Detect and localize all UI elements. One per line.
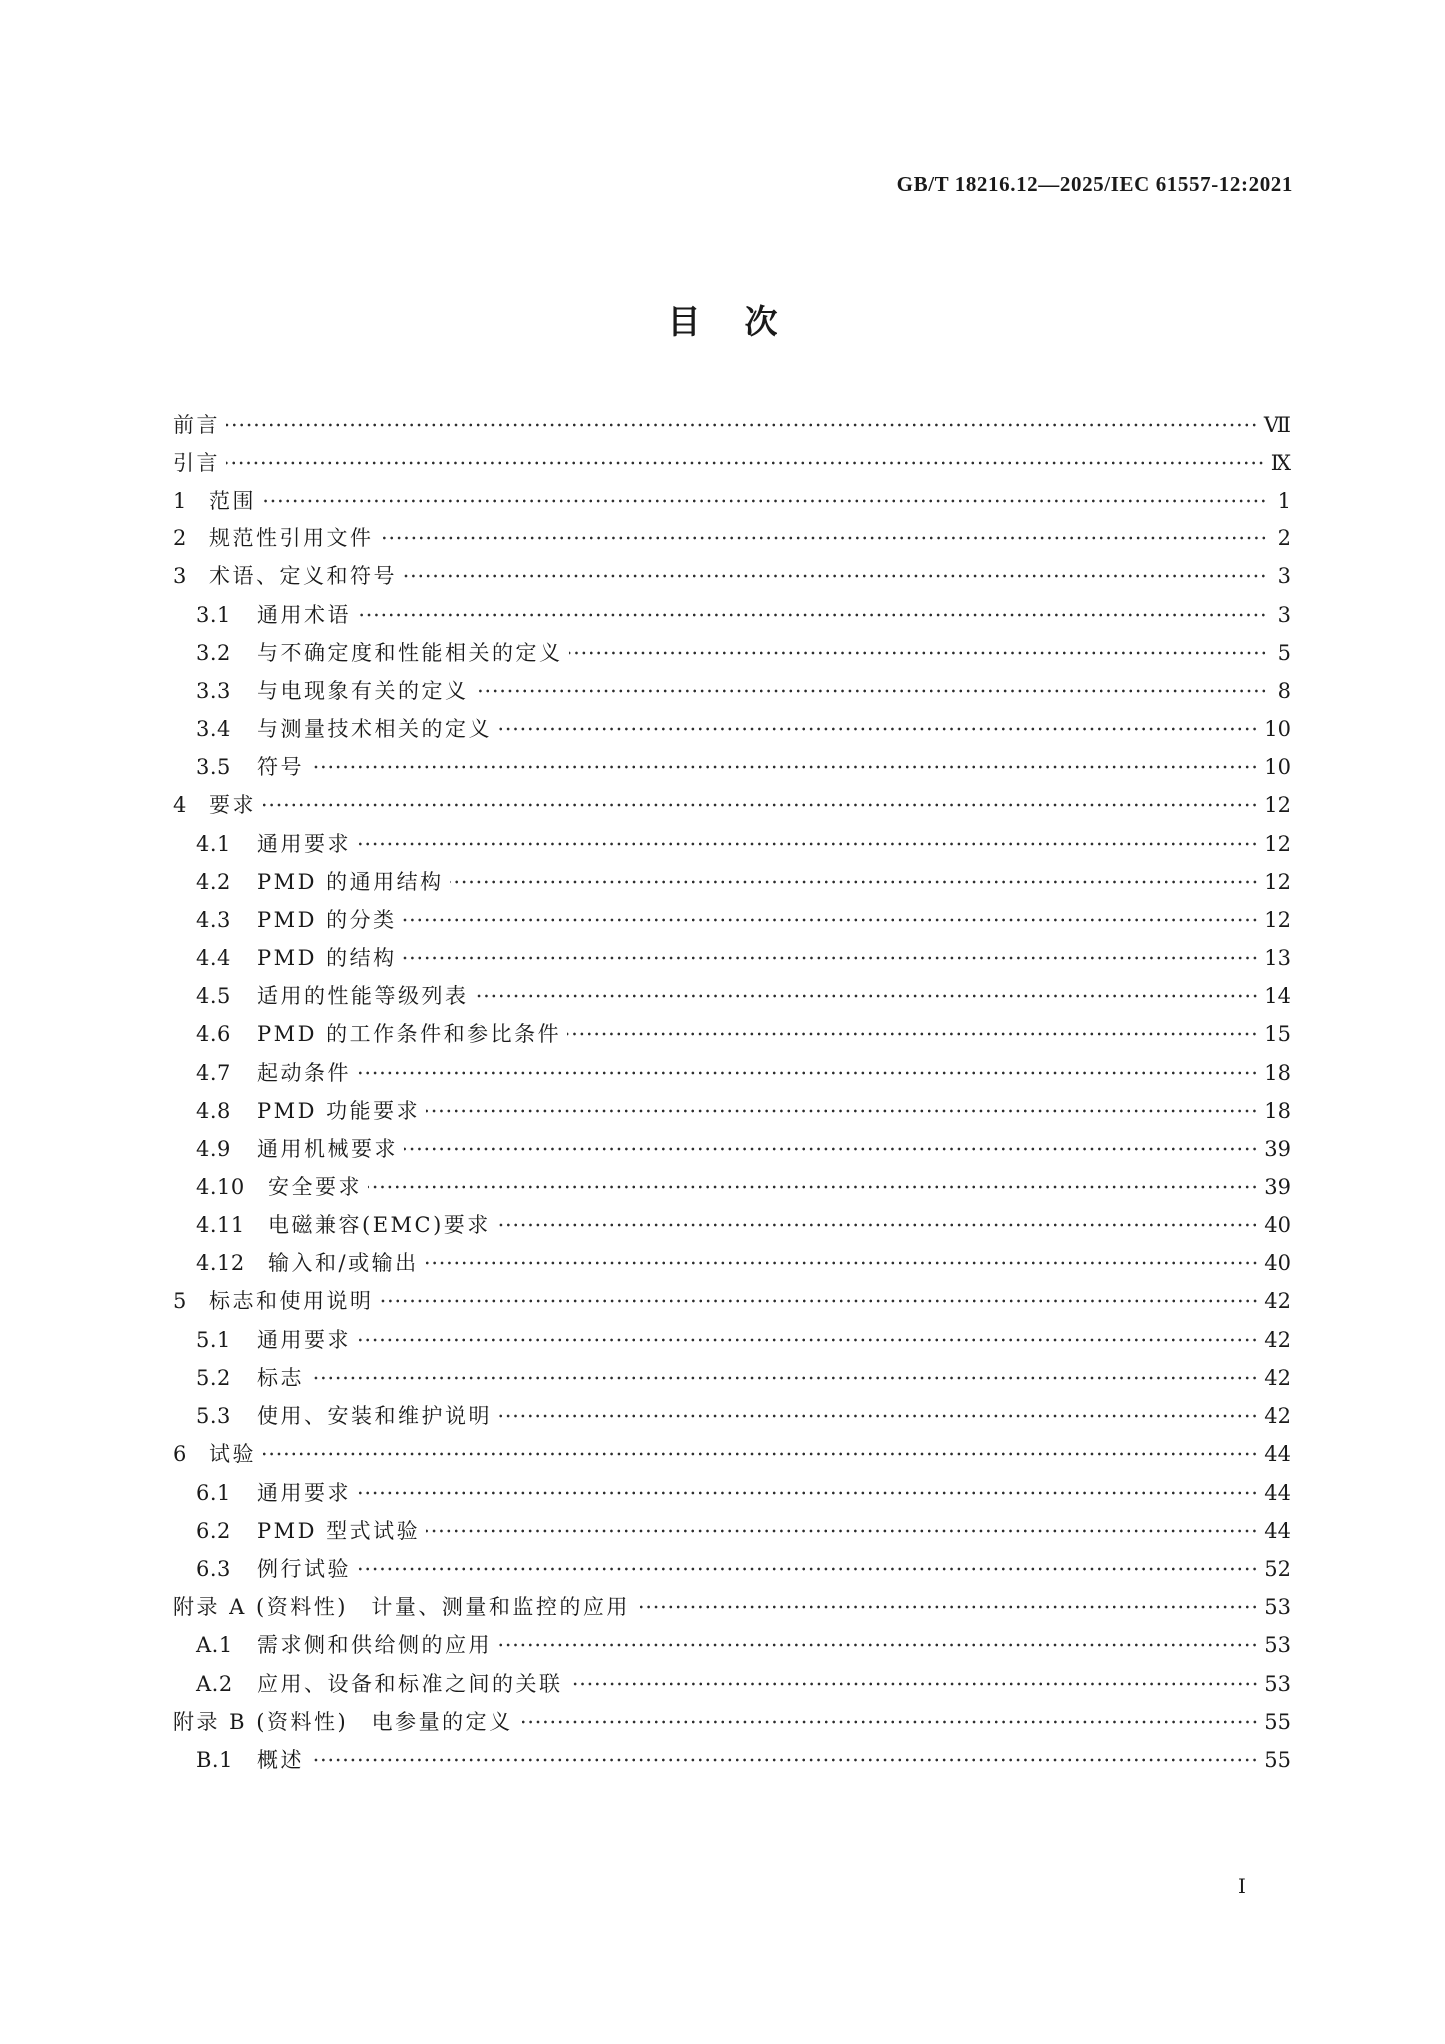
dot-leader bbox=[404, 1147, 1258, 1151]
toc-entry-page: Ⅸ bbox=[1270, 451, 1291, 475]
toc-entry-page: 39 bbox=[1264, 1137, 1291, 1161]
toc-entry-number: A.1 bbox=[196, 1633, 233, 1657]
toc-entry-label: 要求 bbox=[209, 793, 256, 817]
dot-leader bbox=[357, 1567, 1258, 1571]
toc-entry bbox=[173, 714, 1291, 744]
toc-entry-number: 4.11 bbox=[196, 1213, 245, 1237]
toc-entry-label: 安全要求 bbox=[268, 1175, 362, 1199]
toc-entry-page: 2 bbox=[1277, 526, 1291, 550]
toc-entry bbox=[173, 1134, 1291, 1164]
toc-entry bbox=[173, 1248, 1291, 1278]
toc-entry-number: 4 bbox=[173, 793, 187, 817]
toc-entry bbox=[173, 523, 1291, 553]
toc-entry-label: PMD 的通用结构 bbox=[257, 870, 444, 894]
toc-entry-page: 53 bbox=[1264, 1672, 1291, 1696]
toc-entry-page: 39 bbox=[1264, 1175, 1291, 1199]
dot-leader bbox=[475, 689, 1268, 693]
dot-leader bbox=[310, 765, 1258, 769]
toc-entry-label: 使用、安装和维护说明 bbox=[257, 1404, 492, 1428]
toc-entry-label: 通用要求 bbox=[257, 1328, 351, 1352]
toc-entry bbox=[173, 1439, 1291, 1469]
toc-entry-label: 符号 bbox=[257, 755, 304, 779]
toc-entry-label: 电磁兼容(EMC)要求 bbox=[268, 1213, 491, 1237]
toc-entry-label: 范围 bbox=[209, 489, 256, 513]
toc-entry-label: 引言 bbox=[173, 451, 220, 475]
toc-entry bbox=[173, 1096, 1291, 1126]
toc-entry-page: 53 bbox=[1264, 1595, 1291, 1619]
toc-entry-page: 13 bbox=[1264, 946, 1291, 970]
toc-entry bbox=[173, 752, 1291, 782]
toc-entry bbox=[173, 1210, 1291, 1240]
toc-entry-page: 3 bbox=[1277, 564, 1291, 588]
toc-entry bbox=[173, 1286, 1291, 1316]
toc-entry-label: 输入和/或输出 bbox=[268, 1251, 419, 1275]
dot-leader bbox=[567, 1032, 1258, 1036]
toc-entry-page: 42 bbox=[1264, 1289, 1291, 1313]
toc-entry-number: 3.2 bbox=[196, 641, 231, 665]
toc-entry-label: 与不确定度和性能相关的定义 bbox=[257, 641, 563, 665]
dot-leader bbox=[475, 994, 1259, 998]
toc-entry-page: 40 bbox=[1264, 1251, 1291, 1275]
toc-entry-label: 前言 bbox=[173, 413, 220, 437]
toc-entry-page: 3 bbox=[1277, 603, 1291, 627]
toc-entry-number: 6.1 bbox=[196, 1481, 231, 1505]
toc-entry-label: 通用要求 bbox=[257, 1481, 351, 1505]
toc-entry-number: 3.1 bbox=[196, 603, 231, 627]
toc-entry bbox=[173, 486, 1291, 516]
toc-entry-number: 4.8 bbox=[196, 1099, 231, 1123]
toc-entry-number: 4.1 bbox=[196, 832, 231, 856]
toc-entry-number: 4.9 bbox=[196, 1137, 231, 1161]
toc-entry-page: 12 bbox=[1264, 793, 1291, 817]
dot-leader bbox=[403, 574, 1267, 578]
toc-entry bbox=[173, 600, 1291, 630]
toc-entry-label: PMD 的工作条件和参比条件 bbox=[257, 1022, 562, 1046]
toc-entry-number: 4.10 bbox=[196, 1175, 245, 1199]
toc-entry-page: 44 bbox=[1264, 1481, 1291, 1505]
dot-leader bbox=[226, 461, 1265, 465]
dot-leader bbox=[357, 842, 1258, 846]
toc-entry-number: 1 bbox=[173, 489, 187, 513]
toc-entry-number: B.1 bbox=[196, 1748, 233, 1772]
toc-entry-number: 3.5 bbox=[196, 755, 231, 779]
toc-entry-label: PMD 型式试验 bbox=[257, 1519, 421, 1543]
dot-leader bbox=[226, 423, 1258, 427]
toc-entry-label: 通用术语 bbox=[257, 603, 351, 627]
dot-leader bbox=[519, 1720, 1259, 1724]
dot-leader bbox=[368, 1185, 1258, 1189]
toc-entry-label: 通用机械要求 bbox=[257, 1137, 398, 1161]
toc-entry-number: 4.3 bbox=[196, 908, 231, 932]
toc-entry bbox=[173, 1630, 1291, 1660]
toc-entry-number: 3.3 bbox=[196, 679, 231, 703]
toc-entry-number: 3 bbox=[173, 564, 187, 588]
toc-entry-page: 12 bbox=[1264, 870, 1291, 894]
toc-entry-number: A.2 bbox=[196, 1672, 233, 1696]
toc-entry-number: 5.1 bbox=[196, 1328, 231, 1352]
toc-entry-number: 4.7 bbox=[196, 1061, 231, 1085]
toc-entry-page: 12 bbox=[1264, 832, 1291, 856]
dot-leader bbox=[380, 1299, 1259, 1303]
toc-entry-number: 3.4 bbox=[196, 717, 231, 741]
toc-entry-number: 4.5 bbox=[196, 984, 231, 1008]
dot-leader bbox=[357, 1071, 1258, 1075]
toc-entry-page: 18 bbox=[1264, 1061, 1291, 1085]
dot-leader bbox=[426, 1109, 1258, 1113]
toc-entry-label: 标志 bbox=[257, 1366, 304, 1390]
dot-leader bbox=[498, 1643, 1258, 1647]
toc-entry-page: 44 bbox=[1264, 1519, 1291, 1543]
toc-entry-page: 5 bbox=[1277, 641, 1291, 665]
toc-entry-page: 55 bbox=[1264, 1710, 1291, 1734]
dot-leader bbox=[569, 651, 1268, 655]
toc-entry-label: 与电现象有关的定义 bbox=[257, 679, 469, 703]
toc-entry-page: 44 bbox=[1264, 1442, 1291, 1466]
toc-entry bbox=[173, 1363, 1291, 1393]
page-number: Ⅰ bbox=[1238, 1876, 1246, 1898]
dot-leader bbox=[425, 1261, 1259, 1265]
dot-leader bbox=[497, 1223, 1258, 1227]
toc-entry-page: 42 bbox=[1264, 1404, 1291, 1428]
toc-entry-page: 14 bbox=[1264, 984, 1291, 1008]
toc-entry bbox=[173, 1172, 1291, 1202]
toc-entry bbox=[173, 676, 1291, 706]
toc-entry-page: 53 bbox=[1264, 1633, 1291, 1657]
toc-entry bbox=[173, 448, 1291, 478]
toc-entry-number: 4.2 bbox=[196, 870, 231, 894]
toc-entry-number: 6.2 bbox=[196, 1519, 231, 1543]
toc-entry-page: Ⅶ bbox=[1263, 413, 1291, 437]
toc-entry-number: 6.3 bbox=[196, 1557, 231, 1581]
toc-entry bbox=[173, 1554, 1291, 1584]
toc-entry-label: PMD 功能要求 bbox=[257, 1099, 421, 1123]
toc-entry-label: 起动条件 bbox=[257, 1061, 351, 1085]
toc-entry-page: 42 bbox=[1264, 1328, 1291, 1352]
toc-entry-label: 术语、定义和符号 bbox=[209, 564, 397, 588]
toc-entry-page: 15 bbox=[1264, 1022, 1291, 1046]
toc-entry bbox=[173, 1592, 1291, 1622]
toc-entry-label: PMD 的分类 bbox=[257, 908, 397, 932]
toc-entry bbox=[173, 1058, 1291, 1088]
dot-leader bbox=[357, 1491, 1258, 1495]
dot-leader bbox=[310, 1376, 1258, 1380]
toc-entry-label: 试验 bbox=[209, 1442, 256, 1466]
toc-entry-label: 应用、设备和标准之间的关联 bbox=[257, 1672, 563, 1696]
toc-entry bbox=[173, 943, 1291, 973]
toc-entry-label: 需求侧和供给侧的应用 bbox=[257, 1633, 492, 1657]
toc-entry-label: 概述 bbox=[257, 1748, 304, 1772]
toc-entry-number: 6 bbox=[173, 1442, 187, 1466]
toc-entry bbox=[173, 1478, 1291, 1508]
toc-entry-label: 标志和使用说明 bbox=[209, 1289, 374, 1313]
toc-entry-number: 5.3 bbox=[196, 1404, 231, 1428]
standard-code: GB/T 18216.12—2025/IEC 61557-12:2021 bbox=[896, 172, 1293, 196]
toc-entry-number: 2 bbox=[173, 526, 187, 550]
dot-leader bbox=[498, 1414, 1258, 1418]
dot-leader bbox=[569, 1682, 1259, 1686]
dot-leader bbox=[262, 499, 1267, 503]
toc-entry-label: 规范性引用文件 bbox=[209, 526, 374, 550]
toc-entry-label: 适用的性能等级列表 bbox=[257, 984, 469, 1008]
dot-leader bbox=[450, 880, 1259, 884]
toc-entry bbox=[173, 1516, 1291, 1546]
page-title: 目次 bbox=[667, 302, 822, 341]
toc-entry-label: 附录 B (资料性) 电参量的定义 bbox=[173, 1710, 513, 1734]
toc-entry bbox=[173, 905, 1291, 935]
toc-entry-page: 40 bbox=[1264, 1213, 1291, 1237]
toc-entry-label: 通用要求 bbox=[257, 832, 351, 856]
toc-entry-page: 18 bbox=[1264, 1099, 1291, 1123]
toc-entry bbox=[173, 981, 1291, 1011]
toc-entry bbox=[173, 1325, 1291, 1355]
toc-entry-page: 10 bbox=[1264, 755, 1291, 779]
toc-entry-page: 55 bbox=[1264, 1748, 1291, 1772]
toc-entry bbox=[173, 561, 1291, 591]
toc-entry-number: 5.2 bbox=[196, 1366, 231, 1390]
dot-leader bbox=[357, 613, 1267, 617]
toc-entry bbox=[173, 1745, 1291, 1775]
toc-entry-label: PMD 的结构 bbox=[257, 946, 397, 970]
toc-entry-label: 与测量技术相关的定义 bbox=[257, 717, 492, 741]
toc-entry bbox=[173, 410, 1291, 440]
toc-entry-number: 5 bbox=[173, 1289, 187, 1313]
dot-leader bbox=[357, 1338, 1258, 1342]
toc-entry bbox=[173, 829, 1291, 859]
toc-entry-page: 52 bbox=[1264, 1557, 1291, 1581]
toc-entry-page: 8 bbox=[1277, 679, 1291, 703]
dot-leader bbox=[403, 918, 1259, 922]
toc-entry bbox=[173, 1019, 1291, 1049]
toc-entry-page: 1 bbox=[1277, 489, 1291, 513]
dot-leader bbox=[262, 803, 1258, 807]
toc-entry bbox=[173, 867, 1291, 897]
dot-leader bbox=[403, 956, 1259, 960]
dot-leader bbox=[636, 1605, 1258, 1609]
dot-leader bbox=[498, 727, 1258, 731]
toc-entry bbox=[173, 790, 1291, 820]
toc-entry-number: 4.12 bbox=[196, 1251, 245, 1275]
toc-entry bbox=[173, 638, 1291, 668]
dot-leader bbox=[310, 1758, 1258, 1762]
toc-entry-page: 12 bbox=[1264, 908, 1291, 932]
toc-entry-label: 例行试验 bbox=[257, 1557, 351, 1581]
dot-leader bbox=[262, 1452, 1258, 1456]
toc-entry bbox=[173, 1669, 1291, 1699]
toc-entry-number: 4.6 bbox=[196, 1022, 231, 1046]
dot-leader bbox=[426, 1529, 1258, 1533]
toc-entry-number: 4.4 bbox=[196, 946, 231, 970]
toc-entry-label: 附录 A (资料性) 计量、测量和监控的应用 bbox=[173, 1595, 630, 1619]
toc-entry-page: 42 bbox=[1264, 1366, 1291, 1390]
toc-entry bbox=[173, 1401, 1291, 1431]
dot-leader bbox=[380, 536, 1268, 540]
toc-entry-page: 10 bbox=[1264, 717, 1291, 741]
toc-entry bbox=[173, 1707, 1291, 1737]
